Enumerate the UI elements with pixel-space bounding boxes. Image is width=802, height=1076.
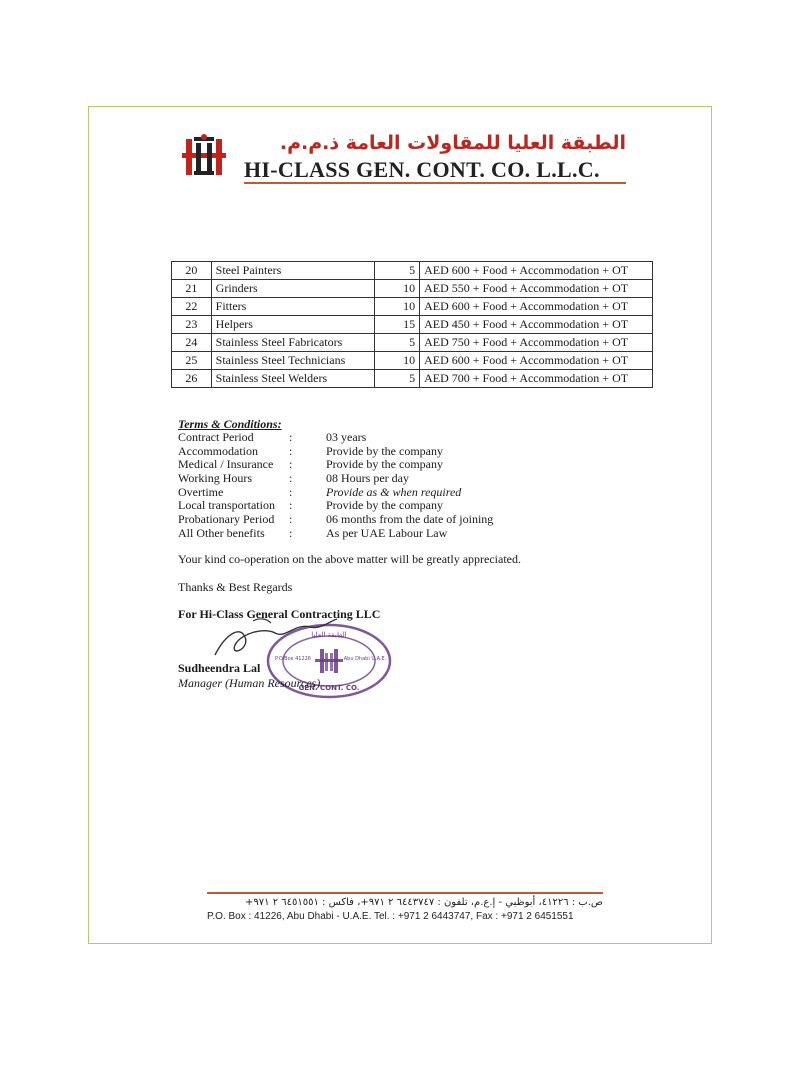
- cooperation-text: Your kind co-operation on the above matter will be greatly appreciated.: [178, 552, 522, 566]
- company-logo-icon: [182, 133, 226, 179]
- term-key: Local transportation: [178, 498, 275, 513]
- table-row: [172, 370, 653, 388]
- job-quantity: 5: [375, 370, 420, 388]
- term-colon: :: [289, 430, 293, 444]
- terms-list: [178, 431, 518, 541]
- term-row: [178, 445, 518, 459]
- stamp-top-text: الطبقة العليا: [311, 631, 347, 639]
- stamp-bottom-text: GEN. CONT. CO.: [298, 684, 360, 692]
- company-sign-line: For Hi-Class General Contracting LLC: [178, 607, 381, 621]
- job-title: Fitters: [211, 298, 375, 316]
- footer-address-arabic: ص.ب : ٤١٢٢٦، أبوظبي - إ.ع.م، تلفون : ٦٤٤٣٧٤٧ ٢ ٩٧١+، فاكس : ٦٤٥١٥٥١ ٢ ٩٧١+: [245, 897, 603, 908]
- job-title: Helpers: [211, 316, 375, 334]
- job-quantity: 10: [375, 352, 420, 370]
- job-title: Stainless Steel Technicians: [211, 352, 375, 370]
- job-quantity: 5: [375, 334, 420, 352]
- job-number: 21: [172, 280, 212, 298]
- term-key: Accommodation: [178, 443, 258, 458]
- job-title: Stainless Steel Welders: [211, 370, 375, 388]
- term-colon: :: [289, 498, 293, 513]
- table-row: [172, 334, 653, 352]
- term-colon: :: [289, 457, 293, 472]
- term-row: [178, 431, 518, 445]
- term-value: Provide by the company: [326, 443, 443, 458]
- job-salary: AED 600 + Food + Accommodation + OT: [420, 352, 653, 370]
- job-salary: AED 450 + Food + Accommodation + OT: [420, 316, 653, 334]
- table-row: [172, 316, 653, 334]
- term-value: 03 years: [326, 430, 367, 444]
- job-quantity: 5: [375, 262, 420, 280]
- term-key: Medical / Insurance: [178, 457, 274, 472]
- term-row: [178, 527, 518, 541]
- term-value: As per UAE Labour Law: [326, 525, 448, 540]
- term-colon: :: [289, 443, 293, 458]
- term-colon: :: [289, 525, 293, 540]
- term-value: Provide by the company: [326, 457, 443, 472]
- header-divider: [244, 182, 626, 184]
- term-row: [178, 486, 518, 500]
- company-name-english: HI-CLASS GEN. CONT. CO. L.L.C.: [244, 157, 600, 182]
- stamp-left-text: P.O.Box 41226: [275, 656, 311, 662]
- job-quantity: 15: [375, 316, 420, 334]
- term-row: [178, 472, 518, 486]
- stamp-right-text: Abu Dhabi U.A.E.: [343, 656, 387, 662]
- term-colon: :: [289, 512, 293, 527]
- table-row: [172, 262, 653, 280]
- job-number: 23: [172, 316, 212, 334]
- term-value: 08 Hours per day: [326, 471, 409, 486]
- table-row: [172, 352, 653, 370]
- signer-role: Manager (Human Resources): [178, 676, 321, 690]
- job-salary: AED 750 + Food + Accommodation + OT: [420, 334, 653, 352]
- job-number: 25: [172, 352, 212, 370]
- term-row: [178, 499, 518, 513]
- term-key: Contract Period: [178, 430, 254, 444]
- signer-name: Sudheendra Lal: [178, 661, 261, 675]
- footer-address-english: P.O. Box : 41226, Abu Dhabi - U.A.E. Tel. : +971 2 6443747, Fax : +971 2 6451551: [207, 911, 574, 922]
- job-number: 24: [172, 334, 212, 352]
- jobs-table: [171, 261, 653, 388]
- term-value: Provide as & when required: [326, 484, 462, 499]
- job-title: Steel Painters: [211, 262, 375, 280]
- job-salary: AED 600 + Food + Accommodation + OT: [420, 298, 653, 316]
- term-key: Working Hours: [178, 471, 253, 486]
- term-key: Probationary Period: [178, 512, 275, 527]
- job-quantity: 10: [375, 280, 420, 298]
- job-number: 20: [172, 262, 212, 280]
- job-title: Stainless Steel Fabricators: [211, 334, 375, 352]
- job-salary: AED 600 + Food + Accommodation + OT: [420, 262, 653, 280]
- term-value: Provide by the company: [326, 498, 443, 513]
- term-row: [178, 513, 518, 527]
- job-quantity: 10: [375, 298, 420, 316]
- term-key: All Other benefits: [178, 525, 265, 540]
- table-row: [172, 280, 653, 298]
- regards-text: Thanks & Best Regards: [178, 580, 293, 594]
- terms-heading: Terms & Conditions:: [178, 417, 282, 431]
- term-value: 06 months from the date of joining: [326, 512, 494, 527]
- job-title: Grinders: [211, 280, 375, 298]
- company-name-arabic: الطبقة العليا للمقاولات العامة ذ.م.م.: [279, 132, 626, 154]
- job-number: 22: [172, 298, 212, 316]
- job-salary: AED 700 + Food + Accommodation + OT: [420, 370, 653, 388]
- term-row: [178, 458, 518, 472]
- table-row: [172, 298, 653, 316]
- job-salary: AED 550 + Food + Accommodation + OT: [420, 280, 653, 298]
- term-key: Overtime: [178, 484, 224, 499]
- term-colon: :: [289, 471, 293, 486]
- term-colon: :: [289, 484, 293, 499]
- job-number: 26: [172, 370, 212, 388]
- signature-icon: [205, 615, 340, 665]
- footer-divider: [207, 892, 603, 894]
